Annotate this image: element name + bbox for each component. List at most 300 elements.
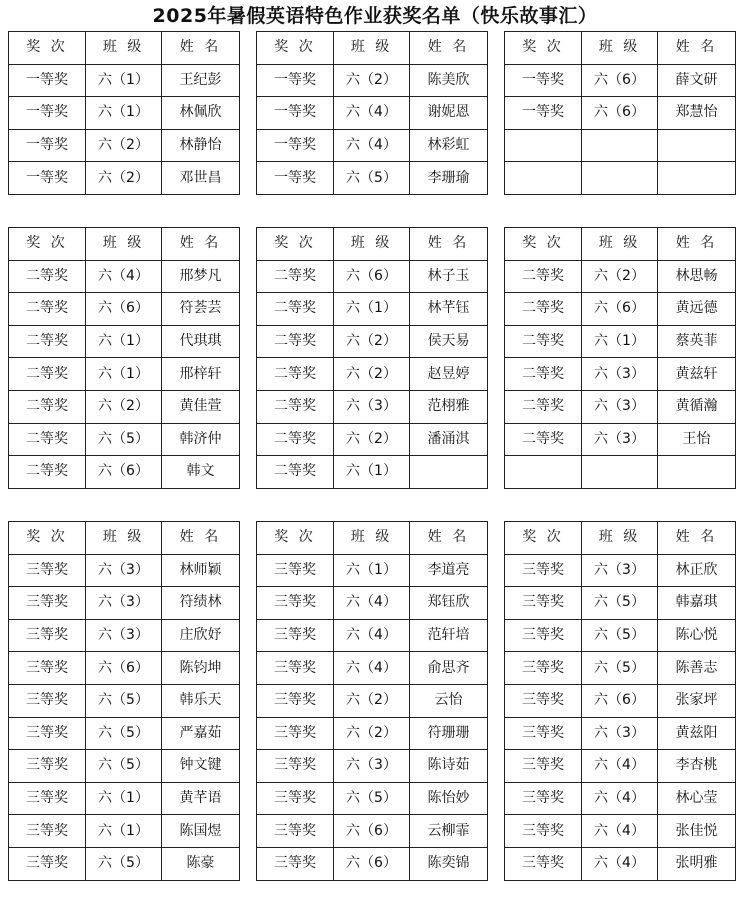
award-cell: 三等奖	[257, 847, 334, 880]
table-row	[9, 390, 240, 423]
section-grid	[8, 227, 740, 489]
award-cell: 二等奖	[505, 423, 582, 456]
table-row	[505, 847, 736, 880]
table-header-row	[9, 522, 240, 555]
award-table	[256, 521, 488, 881]
award-cell: 二等奖	[9, 456, 86, 489]
class-cell: 六（1）	[582, 325, 658, 358]
class-cell: 六（6）	[86, 456, 162, 489]
class-cell: 六（1）	[86, 325, 162, 358]
name-cell: 范轩培	[410, 619, 488, 652]
award-cell: 一等奖	[505, 97, 582, 130]
name-cell: 王怡	[658, 423, 736, 456]
award-cell: 一等奖	[9, 64, 86, 97]
table-row	[257, 717, 488, 750]
award-cell: 二等奖	[9, 390, 86, 423]
table-row	[257, 684, 488, 717]
name-cell: 严嘉茹	[162, 717, 240, 750]
table-header-row	[505, 522, 736, 555]
class-cell: 六（6）	[582, 97, 658, 130]
award-table	[504, 227, 736, 489]
table-row	[505, 456, 736, 489]
name-cell: 符绩林	[162, 587, 240, 620]
header-award-cell: 奖 次	[505, 522, 582, 555]
name-cell: 张明雅	[658, 847, 736, 880]
award-cell: 三等奖	[257, 587, 334, 620]
table-row	[505, 358, 736, 391]
class-cell: 六（4）	[334, 619, 410, 652]
header-name-cell: 姓 名	[410, 32, 488, 65]
table-row	[9, 619, 240, 652]
name-cell: 陈心悦	[658, 619, 736, 652]
name-cell: 林佩欣	[162, 97, 240, 130]
award-cell: 一等奖	[257, 64, 334, 97]
name-cell: 邢梓轩	[162, 358, 240, 391]
award-cell: 三等奖	[9, 652, 86, 685]
name-cell: 潘涌淇	[410, 423, 488, 456]
class-cell: 六（5）	[334, 782, 410, 815]
award-cell: 二等奖	[505, 358, 582, 391]
table-row	[9, 847, 240, 880]
table-row	[505, 750, 736, 783]
class-cell: 六（6）	[582, 293, 658, 326]
class-cell: 六（3）	[582, 390, 658, 423]
name-cell: 庄欣妤	[162, 619, 240, 652]
class-cell: 六（4）	[334, 587, 410, 620]
class-cell: 六（3）	[86, 587, 162, 620]
class-cell: 六（2）	[334, 717, 410, 750]
class-cell: 六（2）	[582, 260, 658, 293]
name-cell: 俞思齐	[410, 652, 488, 685]
table-row	[505, 652, 736, 685]
award-cell: 三等奖	[257, 684, 334, 717]
class-cell: 六（1）	[86, 782, 162, 815]
name-cell: 林正欣	[658, 554, 736, 587]
table-row	[257, 587, 488, 620]
header-name-cell: 姓 名	[162, 32, 240, 65]
award-cell: 三等奖	[505, 782, 582, 815]
award-cell: 三等奖	[505, 684, 582, 717]
class-cell: 六（3）	[86, 619, 162, 652]
award-cell: 三等奖	[505, 619, 582, 652]
table-row	[9, 64, 240, 97]
class-cell: 六（3）	[582, 717, 658, 750]
class-cell: 六（2）	[334, 358, 410, 391]
table-row	[257, 423, 488, 456]
award-cell: 二等奖	[257, 423, 334, 456]
class-cell: 六（2）	[334, 325, 410, 358]
table-row	[9, 554, 240, 587]
award-cell: 二等奖	[257, 293, 334, 326]
award-cell: 三等奖	[505, 652, 582, 685]
class-cell: 六（1）	[86, 97, 162, 130]
award-cell: 三等奖	[505, 717, 582, 750]
name-cell	[658, 162, 736, 195]
table-row	[257, 782, 488, 815]
award-cell: 一等奖	[257, 97, 334, 130]
header-name-cell: 姓 名	[410, 522, 488, 555]
table-row	[257, 64, 488, 97]
award-cell: 三等奖	[9, 587, 86, 620]
class-cell	[582, 456, 658, 489]
table-row	[505, 554, 736, 587]
class-cell: 六（6）	[86, 293, 162, 326]
header-award-cell: 奖 次	[257, 228, 334, 261]
table-row	[9, 129, 240, 162]
table-row	[9, 97, 240, 130]
table-row	[257, 554, 488, 587]
page-title: 2025年暑假英语特色作业获奖名单（快乐故事汇）	[152, 5, 598, 27]
name-cell: 钟文键	[162, 750, 240, 783]
name-cell: 林思畅	[658, 260, 736, 293]
header-class-cell: 班 级	[86, 522, 162, 555]
award-cell: 三等奖	[257, 750, 334, 783]
class-cell: 六（6）	[582, 684, 658, 717]
table-row	[9, 587, 240, 620]
header-class-cell: 班 级	[334, 522, 410, 555]
award-cell: 三等奖	[257, 652, 334, 685]
class-cell: 六（1）	[334, 456, 410, 489]
header-award-cell: 奖 次	[9, 522, 86, 555]
award-cell: 二等奖	[9, 358, 86, 391]
header-award-cell: 奖 次	[9, 32, 86, 65]
award-cell: 二等奖	[257, 325, 334, 358]
table-row	[257, 162, 488, 195]
header-name-cell: 姓 名	[658, 522, 736, 555]
name-cell: 云柳霏	[410, 815, 488, 848]
award-cell	[505, 456, 582, 489]
name-cell	[658, 456, 736, 489]
name-cell: 邓世昌	[162, 162, 240, 195]
name-cell: 黄循瀚	[658, 390, 736, 423]
name-cell: 林子玉	[410, 260, 488, 293]
table-header-row	[505, 228, 736, 261]
name-cell: 林心莹	[658, 782, 736, 815]
award-cell: 三等奖	[9, 684, 86, 717]
table-row	[9, 782, 240, 815]
award-cell: 三等奖	[9, 847, 86, 880]
award-cell: 三等奖	[257, 717, 334, 750]
table-row	[9, 750, 240, 783]
award-cell: 三等奖	[9, 717, 86, 750]
class-cell: 六（3）	[86, 554, 162, 587]
class-cell: 六（6）	[86, 652, 162, 685]
table-header-row	[9, 228, 240, 261]
name-cell: 黄兹轩	[658, 358, 736, 391]
class-cell: 六（2）	[86, 162, 162, 195]
class-cell: 六（3）	[582, 554, 658, 587]
section-grid	[8, 31, 740, 195]
header-name-cell: 姓 名	[410, 228, 488, 261]
award-cell: 二等奖	[505, 260, 582, 293]
table-row	[505, 815, 736, 848]
name-cell: 符荟芸	[162, 293, 240, 326]
class-cell	[582, 129, 658, 162]
class-cell: 六（5）	[334, 162, 410, 195]
name-cell: 李珊瑜	[410, 162, 488, 195]
award-cell: 二等奖	[9, 423, 86, 456]
table-row	[257, 325, 488, 358]
name-cell: 韩乐天	[162, 684, 240, 717]
name-cell: 陈奕锦	[410, 847, 488, 880]
award-cell: 三等奖	[257, 782, 334, 815]
award-cell: 一等奖	[505, 64, 582, 97]
section-third-prize	[8, 521, 740, 881]
name-cell: 林静怡	[162, 129, 240, 162]
award-cell: 二等奖	[505, 293, 582, 326]
table-row	[257, 847, 488, 880]
header-name-cell: 姓 名	[162, 228, 240, 261]
class-cell: 六（4）	[334, 652, 410, 685]
award-cell: 三等奖	[257, 815, 334, 848]
table-row	[257, 390, 488, 423]
table-row	[257, 652, 488, 685]
class-cell: 六（3）	[334, 390, 410, 423]
name-cell: 黄远德	[658, 293, 736, 326]
award-cell: 二等奖	[257, 260, 334, 293]
table-row	[9, 162, 240, 195]
header-class-cell: 班 级	[86, 32, 162, 65]
name-cell: 云怡	[410, 684, 488, 717]
class-cell: 六（5）	[582, 652, 658, 685]
name-cell: 陈怡妙	[410, 782, 488, 815]
award-cell: 三等奖	[9, 554, 86, 587]
table-row	[505, 684, 736, 717]
name-cell: 韩济仲	[162, 423, 240, 456]
class-cell: 六（6）	[334, 847, 410, 880]
name-cell: 陈善志	[658, 652, 736, 685]
table-row	[505, 129, 736, 162]
table-row	[505, 64, 736, 97]
table-header-row	[257, 228, 488, 261]
class-cell: 六（5）	[86, 423, 162, 456]
class-cell: 六（1）	[334, 293, 410, 326]
header-class-cell: 班 级	[86, 228, 162, 261]
table-row	[9, 325, 240, 358]
award-cell: 一等奖	[9, 129, 86, 162]
header-class-cell: 班 级	[334, 32, 410, 65]
class-cell: 六（4）	[334, 129, 410, 162]
name-cell: 代琪琪	[162, 325, 240, 358]
name-cell: 薛文研	[658, 64, 736, 97]
award-table	[256, 31, 488, 195]
table-row	[257, 750, 488, 783]
table-row	[505, 325, 736, 358]
award-table	[256, 227, 488, 489]
table-row	[505, 782, 736, 815]
class-cell: 六（5）	[86, 684, 162, 717]
award-table	[504, 31, 736, 195]
table-row	[257, 97, 488, 130]
header-award-cell: 奖 次	[505, 228, 582, 261]
name-cell: 郑慧怡	[658, 97, 736, 130]
name-cell: 陈豪	[162, 847, 240, 880]
table-header-row	[257, 32, 488, 65]
name-cell: 郑钰欣	[410, 587, 488, 620]
class-cell: 六（5）	[582, 587, 658, 620]
table-header-row	[9, 32, 240, 65]
class-cell: 六（4）	[582, 750, 658, 783]
award-cell: 二等奖	[9, 260, 86, 293]
table-row	[257, 129, 488, 162]
name-cell: 范栩雅	[410, 390, 488, 423]
class-cell: 六（2）	[86, 129, 162, 162]
name-cell: 邢梦凡	[162, 260, 240, 293]
table-row	[9, 815, 240, 848]
table-row	[505, 260, 736, 293]
name-cell: 林彩虹	[410, 129, 488, 162]
header-class-cell: 班 级	[582, 228, 658, 261]
name-cell: 黄兹阳	[658, 717, 736, 750]
header-class-cell: 班 级	[582, 32, 658, 65]
table-row	[9, 293, 240, 326]
class-cell: 六（4）	[86, 260, 162, 293]
award-cell: 二等奖	[257, 390, 334, 423]
award-cell: 三等奖	[505, 847, 582, 880]
table-row	[257, 456, 488, 489]
class-cell: 六（2）	[334, 423, 410, 456]
name-cell: 王纪彭	[162, 64, 240, 97]
section-first-prize	[8, 31, 740, 195]
header-award-cell: 奖 次	[505, 32, 582, 65]
award-cell: 二等奖	[257, 358, 334, 391]
award-table	[8, 521, 240, 881]
award-cell: 三等奖	[505, 750, 582, 783]
table-row	[9, 717, 240, 750]
name-cell: 陈诗茹	[410, 750, 488, 783]
award-cell: 三等奖	[9, 782, 86, 815]
class-cell: 六（1）	[86, 64, 162, 97]
header-name-cell: 姓 名	[658, 32, 736, 65]
award-cell: 二等奖	[9, 293, 86, 326]
header-name-cell: 姓 名	[162, 522, 240, 555]
section-second-prize	[8, 227, 740, 489]
name-cell: 韩嘉琪	[658, 587, 736, 620]
name-cell: 林芊钰	[410, 293, 488, 326]
table-row	[257, 619, 488, 652]
table-row	[505, 97, 736, 130]
class-cell: 六（2）	[86, 390, 162, 423]
class-cell: 六（2）	[334, 64, 410, 97]
class-cell: 六（1）	[334, 554, 410, 587]
table-row	[505, 162, 736, 195]
class-cell: 六（2）	[334, 684, 410, 717]
table-row	[505, 423, 736, 456]
name-cell: 蔡英菲	[658, 325, 736, 358]
award-cell: 三等奖	[505, 587, 582, 620]
class-cell: 六（3）	[582, 423, 658, 456]
table-header-row	[505, 32, 736, 65]
class-cell: 六（5）	[86, 750, 162, 783]
class-cell: 六（4）	[582, 847, 658, 880]
class-cell: 六（6）	[334, 815, 410, 848]
table-row	[257, 815, 488, 848]
class-cell: 六（6）	[334, 260, 410, 293]
class-cell: 六（1）	[86, 358, 162, 391]
name-cell: 李道亮	[410, 554, 488, 587]
award-cell: 三等奖	[9, 815, 86, 848]
table-row	[505, 619, 736, 652]
name-cell: 陈美欣	[410, 64, 488, 97]
name-cell: 陈国煜	[162, 815, 240, 848]
award-cell: 一等奖	[257, 162, 334, 195]
name-cell: 谢妮恩	[410, 97, 488, 130]
class-cell: 六（5）	[582, 619, 658, 652]
name-cell: 陈钧坤	[162, 652, 240, 685]
table-row	[9, 684, 240, 717]
award-table	[504, 521, 736, 881]
award-cell: 三等奖	[257, 554, 334, 587]
header-award-cell: 奖 次	[257, 32, 334, 65]
table-row	[505, 293, 736, 326]
award-cell: 二等奖	[9, 325, 86, 358]
name-cell	[410, 456, 488, 489]
table-row	[9, 358, 240, 391]
name-cell: 黄芊语	[162, 782, 240, 815]
name-cell: 黄佳萱	[162, 390, 240, 423]
award-table	[8, 227, 240, 489]
award-cell: 三等奖	[9, 619, 86, 652]
award-cell: 一等奖	[9, 97, 86, 130]
class-cell: 六（3）	[582, 358, 658, 391]
award-table	[8, 31, 240, 195]
class-cell: 六（5）	[86, 717, 162, 750]
header-award-cell: 奖 次	[257, 522, 334, 555]
class-cell: 六（4）	[582, 782, 658, 815]
class-cell: 六（3）	[334, 750, 410, 783]
class-cell: 六（6）	[582, 64, 658, 97]
name-cell: 侯天易	[410, 325, 488, 358]
table-row	[9, 260, 240, 293]
class-cell: 六（4）	[582, 815, 658, 848]
award-cell: 一等奖	[257, 129, 334, 162]
award-cell: 二等奖	[505, 390, 582, 423]
name-cell: 张佳悦	[658, 815, 736, 848]
table-row	[257, 293, 488, 326]
name-cell: 张家坪	[658, 684, 736, 717]
table-row	[505, 390, 736, 423]
table-header-row	[257, 522, 488, 555]
section-grid	[8, 521, 740, 881]
table-row	[257, 358, 488, 391]
award-cell: 三等奖	[257, 619, 334, 652]
table-row	[9, 652, 240, 685]
name-cell: 林师颖	[162, 554, 240, 587]
name-cell: 赵昱婷	[410, 358, 488, 391]
table-row	[9, 456, 240, 489]
award-cell: 二等奖	[257, 456, 334, 489]
award-cell	[505, 129, 582, 162]
table-row	[505, 717, 736, 750]
table-row	[257, 260, 488, 293]
award-cell: 三等奖	[505, 815, 582, 848]
header-award-cell: 奖 次	[9, 228, 86, 261]
header-class-cell: 班 级	[582, 522, 658, 555]
class-cell: 六（5）	[86, 847, 162, 880]
name-cell: 李杏桃	[658, 750, 736, 783]
award-cell: 三等奖	[9, 750, 86, 783]
table-row	[9, 423, 240, 456]
table-row	[505, 587, 736, 620]
name-cell: 韩文	[162, 456, 240, 489]
name-cell	[658, 129, 736, 162]
class-cell: 六（1）	[86, 815, 162, 848]
header-name-cell: 姓 名	[658, 228, 736, 261]
header-class-cell: 班 级	[334, 228, 410, 261]
award-cell: 一等奖	[9, 162, 86, 195]
class-cell	[582, 162, 658, 195]
class-cell: 六（4）	[334, 97, 410, 130]
